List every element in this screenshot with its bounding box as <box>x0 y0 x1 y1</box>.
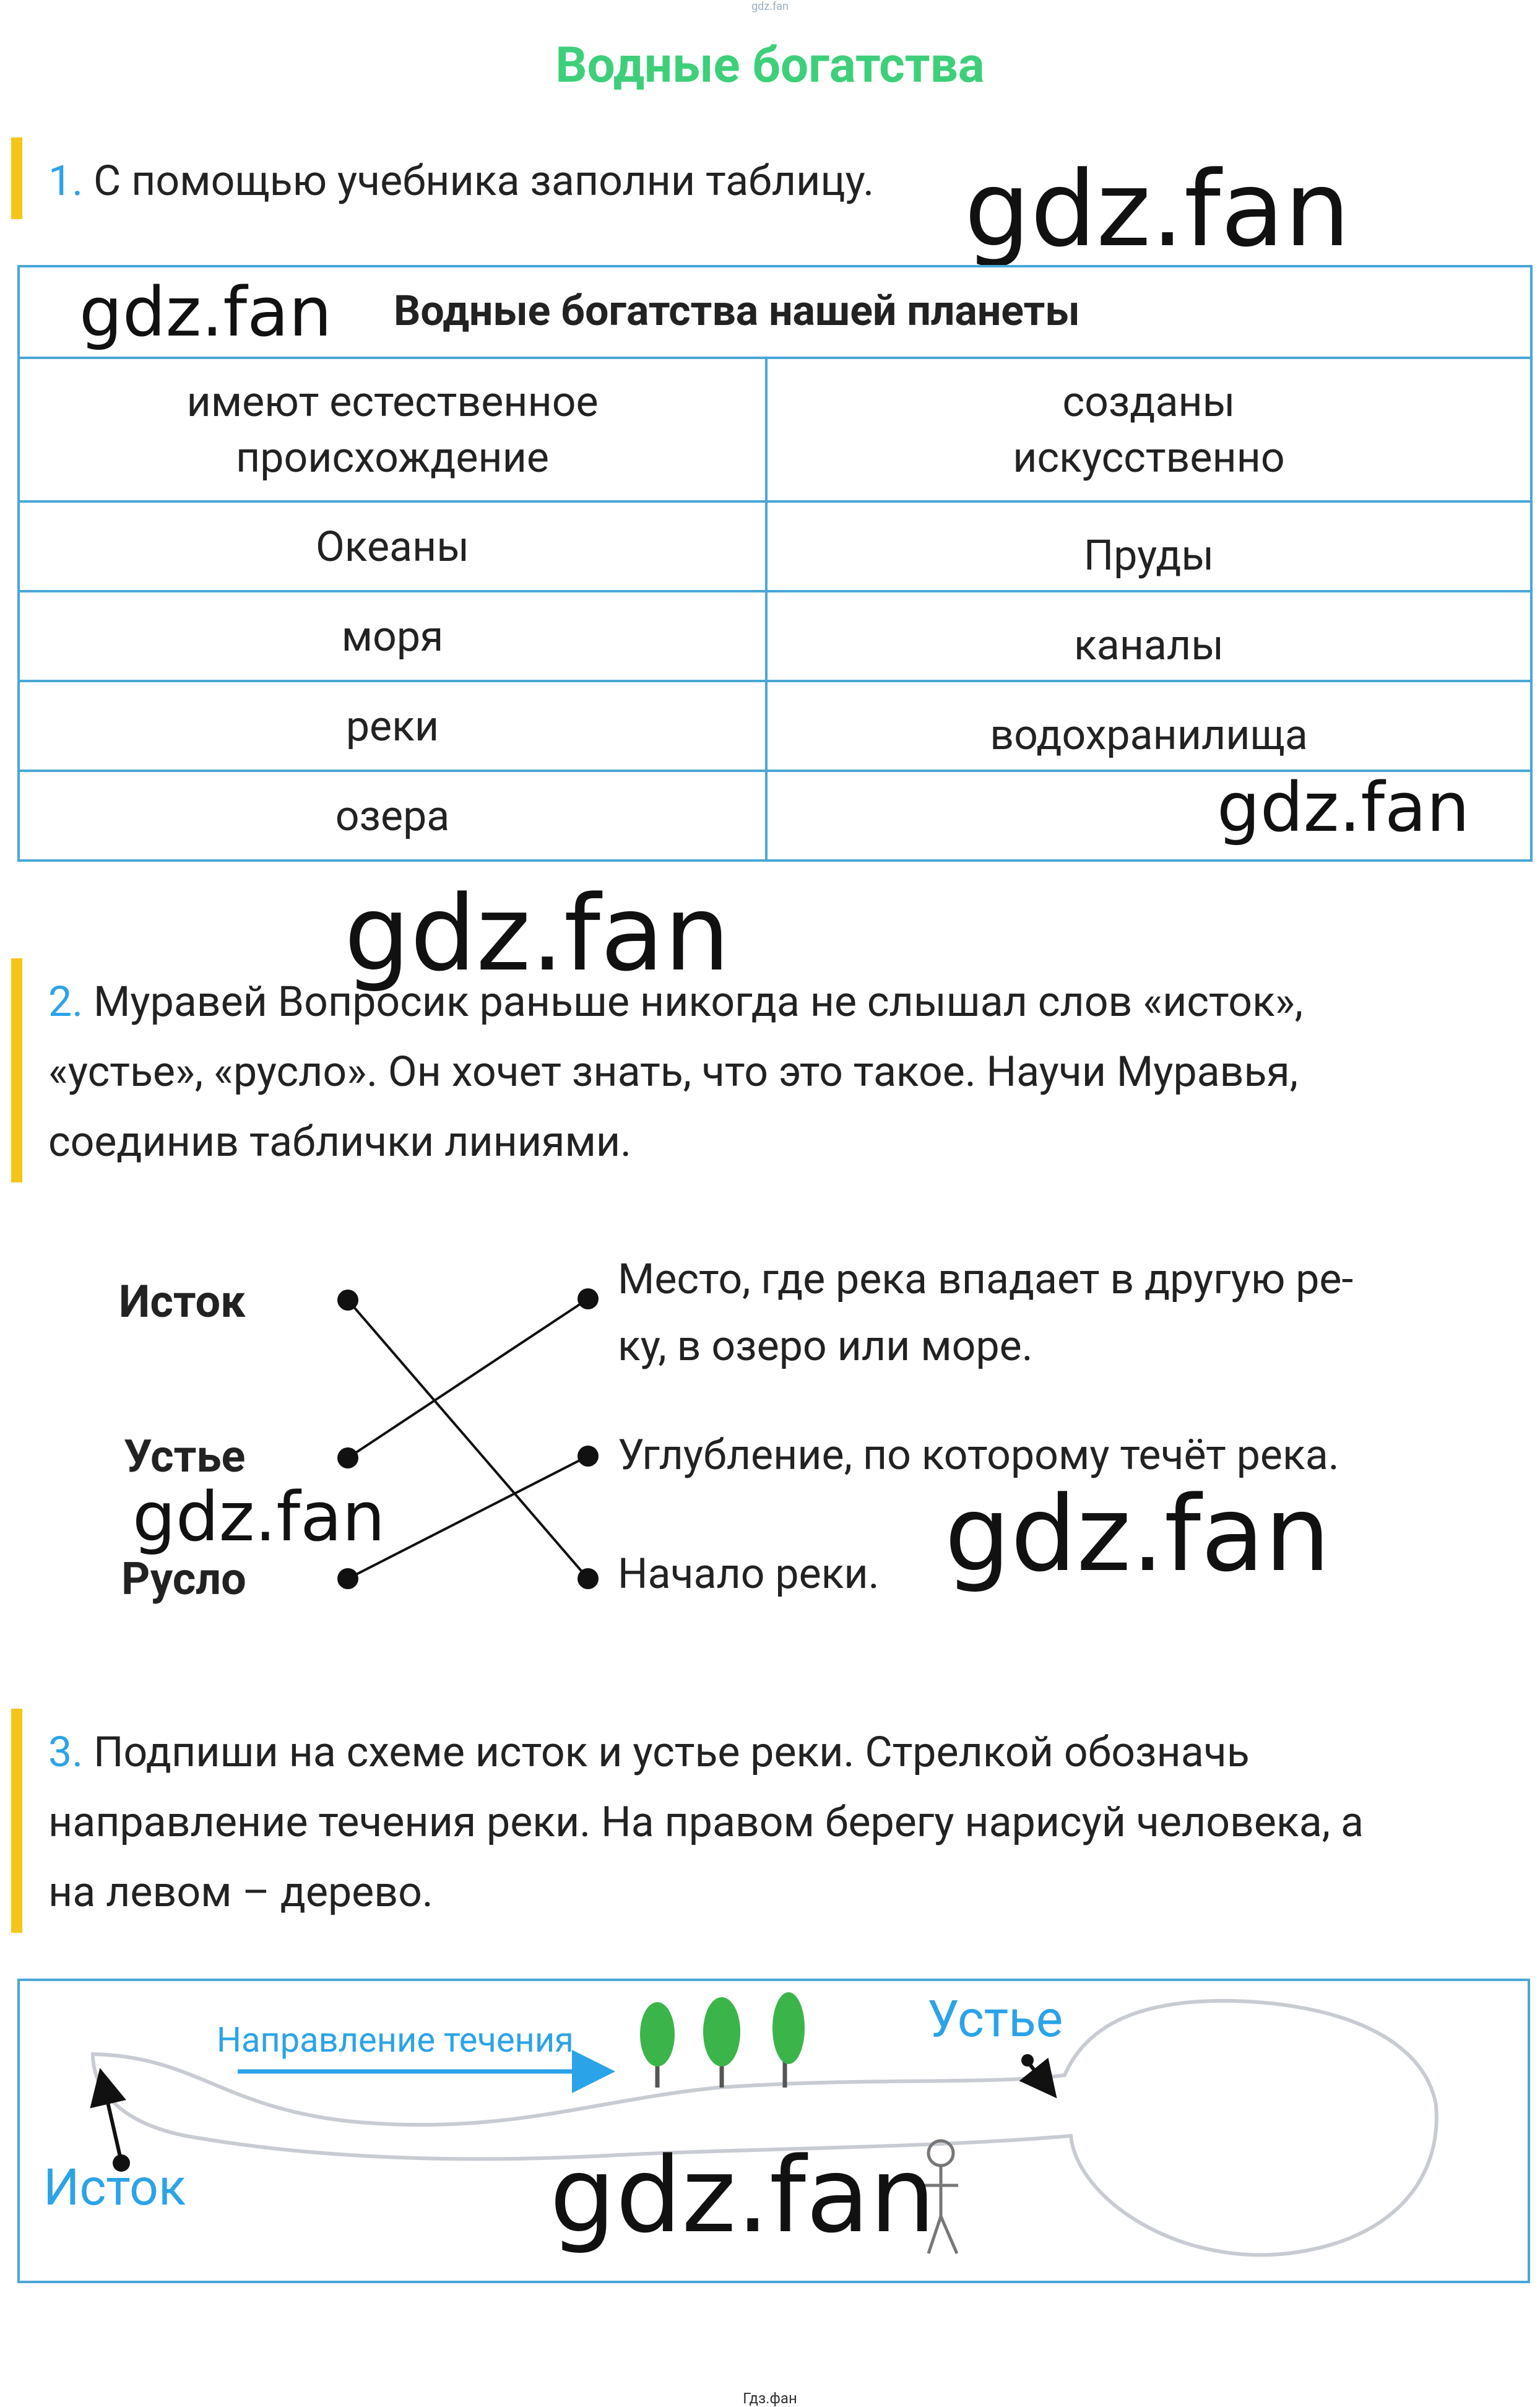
top-watermark: gdz.fan <box>751 0 789 13</box>
watermark: gdz.fan <box>1217 768 1470 847</box>
header-natural: имеют естественное происхождение <box>19 358 766 501</box>
direction-label: Направление течения <box>217 2019 574 2060</box>
definition-mouth: Место, где река впадает в другую ре- ку, в озеро или море. <box>618 1254 1354 1371</box>
source-pointer <box>102 2075 121 2162</box>
task-number: 3. <box>48 1727 84 1777</box>
cell-natural: реки <box>19 681 766 771</box>
cell-natural: моря <box>19 591 766 681</box>
task1-text: 1. С помощью учебника заполни таблицу. <box>48 156 875 206</box>
footer-mark: Гдз.фан <box>743 2390 797 2407</box>
watermark: gdz.fan <box>945 1473 1331 1595</box>
page-title: Водные богатства <box>555 36 985 94</box>
term-mouth: Устье <box>124 1430 246 1483</box>
cell-artificial: каналы <box>766 591 1531 681</box>
mouth-label: Устье <box>927 1990 1063 2049</box>
watermark: gdz.fan <box>964 149 1351 270</box>
table-title: Водные богатства нашей планеты <box>394 286 1080 336</box>
definition-source: Начало реки. <box>618 1549 880 1598</box>
watermark: gdz.fan <box>550 2135 936 2256</box>
task-number: 1. <box>48 156 84 206</box>
tree-icon <box>640 2002 675 2088</box>
source-label: Исток <box>43 2158 186 2218</box>
cell-artificial: водохранилища <box>766 681 1531 771</box>
watermark: gdz.fan <box>132 1477 386 1556</box>
term-riverbed: Русло <box>121 1553 246 1605</box>
term-source: Исток <box>119 1275 246 1328</box>
tree-icon <box>772 1992 805 2088</box>
header-artificial: созданы искусственно <box>766 358 1531 501</box>
task3-text: 3. Подпиши на схеме исток и устье реки. Стрелкой обозначь направление течения реки. На правом берегу нарисуй человека, а на левом – дерево. <box>48 1727 1364 1917</box>
cell-natural: Океаны <box>19 501 766 591</box>
cell-artificial: Пруды <box>766 501 1531 591</box>
task-number: 2. <box>48 977 84 1026</box>
tree-icon <box>703 1997 740 2088</box>
definition-riverbed: Углубление, по которому течёт река. <box>618 1430 1339 1480</box>
watermark: gdz.fan <box>79 272 332 352</box>
task2-text: 2. Муравей Вопросик раньше никогда не слышал слов «исток», «устье», «русло». Он хочет знать, что это такое. Научи Муравья, соединив таблички линиями. <box>48 977 1304 1166</box>
cell-natural: озера <box>19 771 766 861</box>
watermark: gdz.fan <box>344 873 730 994</box>
